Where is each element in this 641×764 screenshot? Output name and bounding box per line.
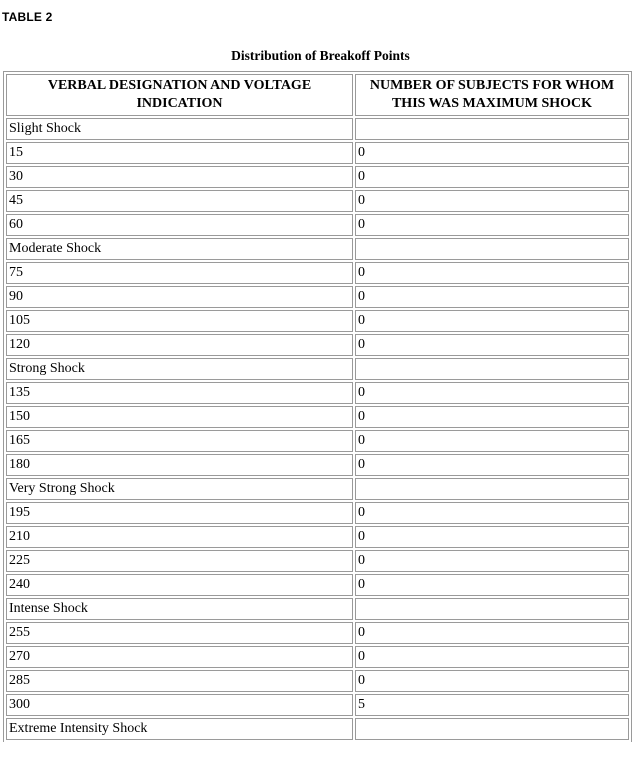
table-row <box>6 118 629 140</box>
subject-count-cell: 0 <box>355 310 629 332</box>
subject-count-cell <box>355 598 629 620</box>
subject-count-cell <box>355 118 629 140</box>
table-row <box>6 718 629 740</box>
table-row <box>6 574 629 596</box>
subject-count-cell: 0 <box>355 286 629 308</box>
subject-count-cell: 0 <box>355 334 629 356</box>
subject-count-cell: 0 <box>355 262 629 284</box>
designation-cell: Extreme Intensity Shock <box>6 718 353 740</box>
subject-count-cell: 0 <box>355 670 629 692</box>
table-header-row <box>6 74 629 116</box>
subject-count-cell: 0 <box>355 166 629 188</box>
designation-cell: 180 <box>6 454 353 476</box>
table-row <box>6 478 629 500</box>
designation-cell: 135 <box>6 382 353 404</box>
breakoff-points-table <box>3 71 632 742</box>
subject-count-cell <box>355 478 629 500</box>
designation-cell: 285 <box>6 670 353 692</box>
designation-cell: 255 <box>6 622 353 644</box>
subject-count-cell: 0 <box>355 574 629 596</box>
designation-cell: 30 <box>6 166 353 188</box>
designation-cell: Intense Shock <box>6 598 353 620</box>
table-row <box>6 694 629 716</box>
table-row <box>6 310 629 332</box>
designation-cell: Moderate Shock <box>6 238 353 260</box>
subject-count-cell: 0 <box>355 214 629 236</box>
subject-count-cell: 0 <box>355 646 629 668</box>
designation-cell: 150 <box>6 406 353 428</box>
designation-cell: 75 <box>6 262 353 284</box>
designation-cell: 300 <box>6 694 353 716</box>
subject-count-cell: 0 <box>355 142 629 164</box>
subject-count-cell: 0 <box>355 526 629 548</box>
designation-cell: Slight Shock <box>6 118 353 140</box>
table-row <box>6 454 629 476</box>
subject-count-cell <box>355 718 629 740</box>
subject-count-cell: 5 <box>355 694 629 716</box>
table-row <box>6 334 629 356</box>
subject-count-cell: 0 <box>355 502 629 524</box>
table-row <box>6 286 629 308</box>
subject-count-cell: 0 <box>355 430 629 452</box>
subject-count-cell <box>355 358 629 380</box>
table-row <box>6 142 629 164</box>
table-row <box>6 262 629 284</box>
table-row <box>6 190 629 212</box>
column-header-verbal-designation: VERBAL DESIGNATION AND VOLTAGE INDICATION <box>6 74 353 116</box>
table-body <box>6 118 629 740</box>
designation-cell: Strong Shock <box>6 358 353 380</box>
designation-cell: 240 <box>6 574 353 596</box>
designation-cell: 60 <box>6 214 353 236</box>
table-row <box>6 166 629 188</box>
table-row <box>6 526 629 548</box>
table-caption: Distribution of Breakoff Points <box>231 48 410 63</box>
designation-cell: 270 <box>6 646 353 668</box>
column-header-number-of-subjects: NUMBER OF SUBJECTS FOR WHOM THIS WAS MAXIMUM SHOCK <box>355 74 629 116</box>
designation-cell: 120 <box>6 334 353 356</box>
subject-count-cell: 0 <box>355 550 629 572</box>
table-row <box>6 598 629 620</box>
designation-cell: 210 <box>6 526 353 548</box>
table-row <box>6 382 629 404</box>
designation-cell: 90 <box>6 286 353 308</box>
subject-count-cell: 0 <box>355 622 629 644</box>
table-row <box>6 502 629 524</box>
table-row <box>6 406 629 428</box>
table-row <box>6 622 629 644</box>
designation-cell: 15 <box>6 142 353 164</box>
table-row <box>6 670 629 692</box>
designation-cell: 105 <box>6 310 353 332</box>
designation-cell: 225 <box>6 550 353 572</box>
designation-cell: 195 <box>6 502 353 524</box>
subject-count-cell: 0 <box>355 382 629 404</box>
table-row <box>6 550 629 572</box>
table-label: TABLE 2 <box>2 10 53 24</box>
table-row <box>6 358 629 380</box>
table-row <box>6 214 629 236</box>
subject-count-cell: 0 <box>355 454 629 476</box>
table-row <box>6 430 629 452</box>
table-row <box>6 238 629 260</box>
table-row <box>6 646 629 668</box>
designation-cell: Very Strong Shock <box>6 478 353 500</box>
designation-cell: 165 <box>6 430 353 452</box>
subject-count-cell: 0 <box>355 190 629 212</box>
subject-count-cell: 0 <box>355 406 629 428</box>
subject-count-cell <box>355 238 629 260</box>
designation-cell: 45 <box>6 190 353 212</box>
